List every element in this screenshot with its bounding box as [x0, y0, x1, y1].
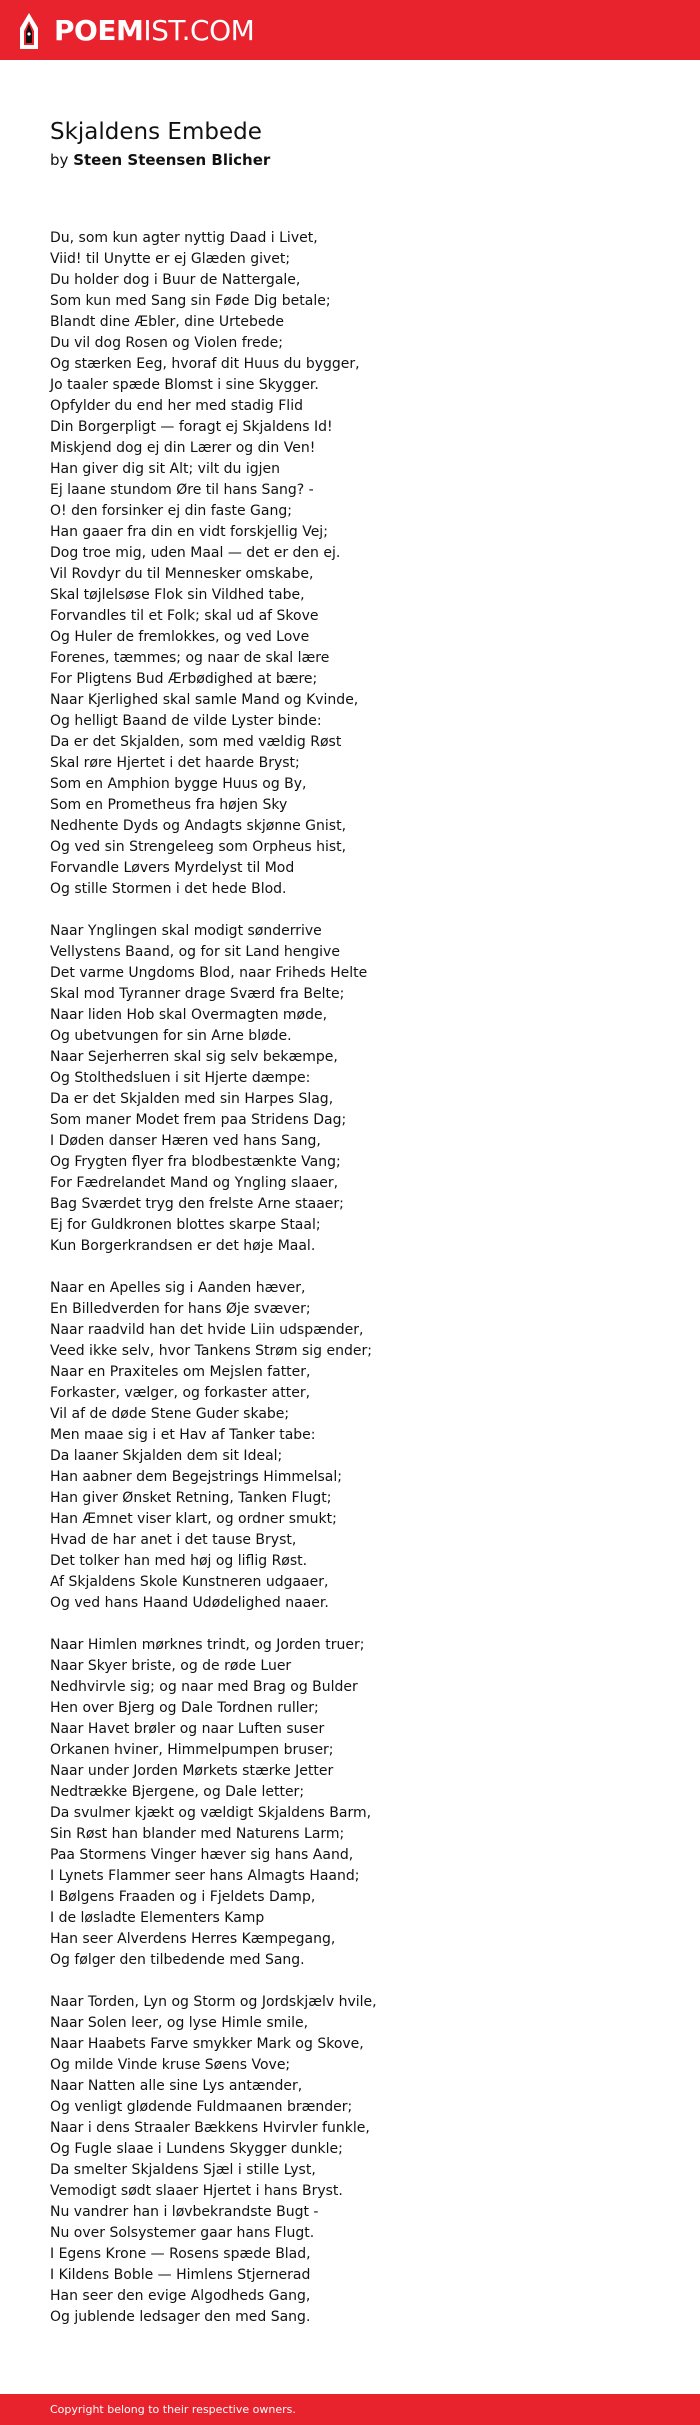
poem-line: Naar raadvild han det hvide Liin udspænder, [50, 1322, 364, 1338]
poem-line: Og milde Vinde kruse Søens Vove; [50, 2057, 291, 2073]
pen-nib-icon [18, 12, 40, 50]
poem-line: Naar Ynglingen skal modigt sønderrive [50, 923, 322, 939]
poem-line: Hen over Bjerg og Dale Tordnen ruller; [50, 1700, 319, 1716]
poem-line: Af Skjaldens Skole Kunstneren udgaaer, [50, 1574, 329, 1590]
poem-line: Da smelter Skjaldens Sjæl i stille Lyst, [50, 2162, 316, 2178]
poem-line: Naar Himlen mørknes trindt, og Jorden truer; [50, 1637, 365, 1653]
author-link[interactable]: Steen Steensen Blicher [73, 151, 271, 169]
poem-line: Og jublende ledsager den med Sang. [50, 2309, 311, 2325]
site-header [0, 0, 700, 60]
poem-line: Nedhvirvle sig; og naar med Brag og Bulder [50, 1679, 358, 1695]
poem-line: Naar Torden, Lyn og Storm og Jordskjælv hvile, [50, 1994, 377, 2010]
poem-line: Naar Natten alle sine Lys antænder, [50, 2078, 303, 2094]
poem-line: Skal tøjlelsøse Flok sin Vildhed tabe, [50, 587, 305, 603]
poem-line: Vil af de døde Stene Guder skabe; [50, 1406, 290, 1422]
poem-line: Men maae sig i et Hav af Tanker tabe: [50, 1427, 316, 1443]
poem-line: Forvandles til et Folk; skal ud af Skove [50, 608, 319, 624]
poem-line: Paa Stormens Vinger hæver sig hans Aand, [50, 1847, 354, 1863]
poem-line: En Billedverden for hans Øje svæver; [50, 1301, 311, 1317]
poem-line: Orkanen hviner, Himmelpumpen bruser; [50, 1742, 334, 1758]
poem-line: Og Frygten flyer fra blodbestænkte Vang; [50, 1154, 341, 1170]
poem-line: Han giver dig sit Alt; vilt du igjen [50, 461, 281, 477]
copyright-text: Copyright belong to their respective owners. [50, 2403, 296, 2416]
poem-line: Hvad de har anet i det tause Bryst, [50, 1532, 297, 1548]
poem-line: Da er det Skjalden, som med vældig Røst [50, 734, 342, 750]
poem-byline [50, 150, 660, 170]
poem-line: Som kun med Sang sin Føde Dig betale; [50, 293, 331, 309]
poem-line: Han seer Alverdens Herres Kæmpegang, [50, 1931, 336, 1947]
poem-stanza [50, 1992, 660, 2328]
poem-line: Han giver Ønsket Retning, Tanken Flugt; [50, 1490, 332, 1506]
poem-line: I Bølgens Fraaden og i Fjeldets Damp, [50, 1889, 316, 1905]
poem-line: Nu vandrer han i løvbekrandste Bugt - [50, 2204, 319, 2220]
poem-line: I Egens Krone — Rosens spæde Blad, [50, 2246, 311, 2262]
logo-text-bold: POEM [54, 14, 144, 47]
poem-line: Og ved sin Strengeleeg som Orpheus hist, [50, 839, 347, 855]
poem-line: Miskjend dog ej din Lærer og din Ven! [50, 440, 316, 456]
poem-line: Du, som kun agter nyttig Daad i Livet, [50, 230, 318, 246]
poem-line: Ej laane stundom Øre til hans Sang? - [50, 482, 314, 498]
poem-content [50, 118, 660, 2349]
poem-line: Han aabner dem Begejstrings Himmelsal; [50, 1469, 342, 1485]
poem-line: Og helligt Baand de vilde Lyster binde: [50, 713, 322, 729]
poem-line: O! den forsinker ej din faste Gang; [50, 503, 292, 519]
poem-line: Det varme Ungdoms Blod, naar Friheds Helte [50, 965, 368, 981]
poem-line: Naar en Apelles sig i Aanden hæver, [50, 1280, 306, 1296]
poem-line: Du vil dog Rosen og Violen frede; [50, 335, 283, 351]
poem-line: Du holder dog i Buur de Nattergale, [50, 272, 301, 288]
poem-line: Ej for Guldkronen blottes skarpe Staal; [50, 1217, 321, 1233]
poem-line: Og Stolthedsluen i sit Hjerte dæmpe: [50, 1070, 311, 1086]
poem-line: Da svulmer kjækt og vældigt Skjaldens Barm, [50, 1805, 372, 1821]
poem-line: Kun Borgerkrandsen er det høje Maal. [50, 1238, 316, 1254]
poem-line: Naar Sejerherren skal sig selv bekæmpe, [50, 1049, 338, 1065]
poem-line: Blandt dine Æbler, dine Urtebede [50, 314, 284, 330]
poem-line: Og følger den tilbedende med Sang. [50, 1952, 305, 1968]
poem-line: Vemodigt sødt slaaer Hjertet i hans Bryst. [50, 2183, 343, 2199]
poem-line: Han seer den evige Algodheds Gang, [50, 2288, 311, 2304]
poem-line: Og stærken Eeg, hvoraf dit Huus du bygger, [50, 356, 360, 372]
poem-line: Da laaner Skjalden dem sit Ideal; [50, 1448, 283, 1464]
poem-body [50, 228, 660, 2328]
poem-line: Han Æmnet viser klart, og ordner smukt; [50, 1511, 337, 1527]
poem-line: Da er det Skjalden med sin Harpes Slag, [50, 1091, 334, 1107]
poem-stanza [50, 921, 660, 1257]
poem-line: Vellystens Baand, og for sit Land hengive [50, 944, 340, 960]
poem-line: Det tolker han med høj og liflig Røst. [50, 1553, 308, 1569]
poem-line: Bag Sværdet tryg den frelste Arne staaer; [50, 1196, 344, 1212]
poem-line: Vil Rovdyr du til Mennesker omskabe, [50, 566, 314, 582]
poem-line: Som maner Modet frem paa Stridens Dag; [50, 1112, 347, 1128]
poem-line: Forvandle Løvers Myrdelyst til Mod [50, 860, 295, 876]
poem-line: I Kildens Boble — Himlens Stjernerad [50, 2267, 311, 2283]
poem-line: I de løsladte Elementers Kamp [50, 1910, 265, 1926]
poem-line: Og stille Stormen i det hede Blod. [50, 881, 287, 897]
poem-line: Sin Røst han blander med Naturens Larm; [50, 1826, 345, 1842]
poem-line: Nedtrække Bjergene, og Dale letter; [50, 1784, 305, 1800]
poem-line: Forenes, tæmmes; og naar de skal lære [50, 650, 330, 666]
poem-line: Naar en Praxiteles om Mejslen fatter, [50, 1364, 311, 1380]
site-logo-text [54, 12, 254, 50]
poem-stanza [50, 1635, 660, 1971]
poem-line: Veed ikke selv, hvor Tankens Strøm sig ender; [50, 1343, 372, 1359]
poem-line: For Pligtens Bud Ærbødighed at bære; [50, 671, 318, 687]
poem-line: For Fædrelandet Mand og Yngling slaaer, [50, 1175, 339, 1191]
poem-line: Skal mod Tyranner drage Sværd fra Belte; [50, 986, 345, 1002]
poem-line: Skal røre Hjertet i det haarde Bryst; [50, 755, 300, 771]
site-logo[interactable] [18, 12, 254, 50]
poem-line: Din Borgerpligt — foragt ej Skjaldens Id! [50, 419, 333, 435]
poem-line: Viid! til Unytte er ej Glæden givet; [50, 251, 291, 267]
poem-line: Nu over Solsystemer gaar hans Flugt. [50, 2225, 315, 2241]
poem-line: Og ved hans Haand Udødelighed naaer. [50, 1595, 329, 1611]
site-footer [0, 2394, 700, 2425]
logo-text-light: IST.COM [143, 14, 255, 47]
poem-line: Og Huler de fremlokkes, og ved Love [50, 629, 310, 645]
poem-title: Skjaldens Embede [50, 119, 262, 145]
poem-line: Naar under Jorden Mørkets stærke Jetter [50, 1763, 334, 1779]
poem-line: Som en Prometheus fra højen Sky [50, 797, 288, 813]
poem-line: Naar Kjerlighed skal samle Mand og Kvinde, [50, 692, 359, 708]
poem-line: Og ubetvungen for sin Arne bløde. [50, 1028, 292, 1044]
poem-line: Han gaaer fra din en vidt forskjellig Vej; [50, 524, 328, 540]
poem-line: I Lynets Flammer seer hans Almagts Haand; [50, 1868, 360, 1884]
poem-line: Naar Solen leer, og lyse Himle smile, [50, 2015, 309, 2031]
poem-line: Som en Amphion bygge Huus og By, [50, 776, 307, 792]
poem-line: Og venligt glødende Fuldmaanen brænder; [50, 2099, 353, 2115]
poem-line: Naar Havet brøler og naar Luften suser [50, 1721, 325, 1737]
poem-line: Naar i dens Straaler Bækkens Hvirvler funkle, [50, 2120, 370, 2136]
poem-line: Jo taaler spæde Blomst i sine Skygger. [50, 377, 319, 393]
poem-stanza [50, 228, 660, 900]
poem-line: Og Fugle slaae i Lundens Skygger dunkle; [50, 2141, 343, 2157]
poem-line: Dog troe mig, uden Maal — det er den ej. [50, 545, 341, 561]
poem-line: Opfylder du end her med stadig Flid [50, 398, 303, 414]
poem-stanza [50, 1278, 660, 1614]
byline-label: by [50, 151, 69, 169]
poem-line: Naar Skyer briste, og de røde Luer [50, 1658, 292, 1674]
poem-line: I Døden danser Hæren ved hans Sang, [50, 1133, 321, 1149]
poem-line: Naar liden Hob skal Overmagten møde, [50, 1007, 328, 1023]
poem-line: Forkaster, vælger, og forkaster atter, [50, 1385, 311, 1401]
poem-line: Naar Haabets Farve smykker Mark og Skove, [50, 2036, 364, 2052]
poem-line: Nedhente Dyds og Andagts skjønne Gnist, [50, 818, 347, 834]
